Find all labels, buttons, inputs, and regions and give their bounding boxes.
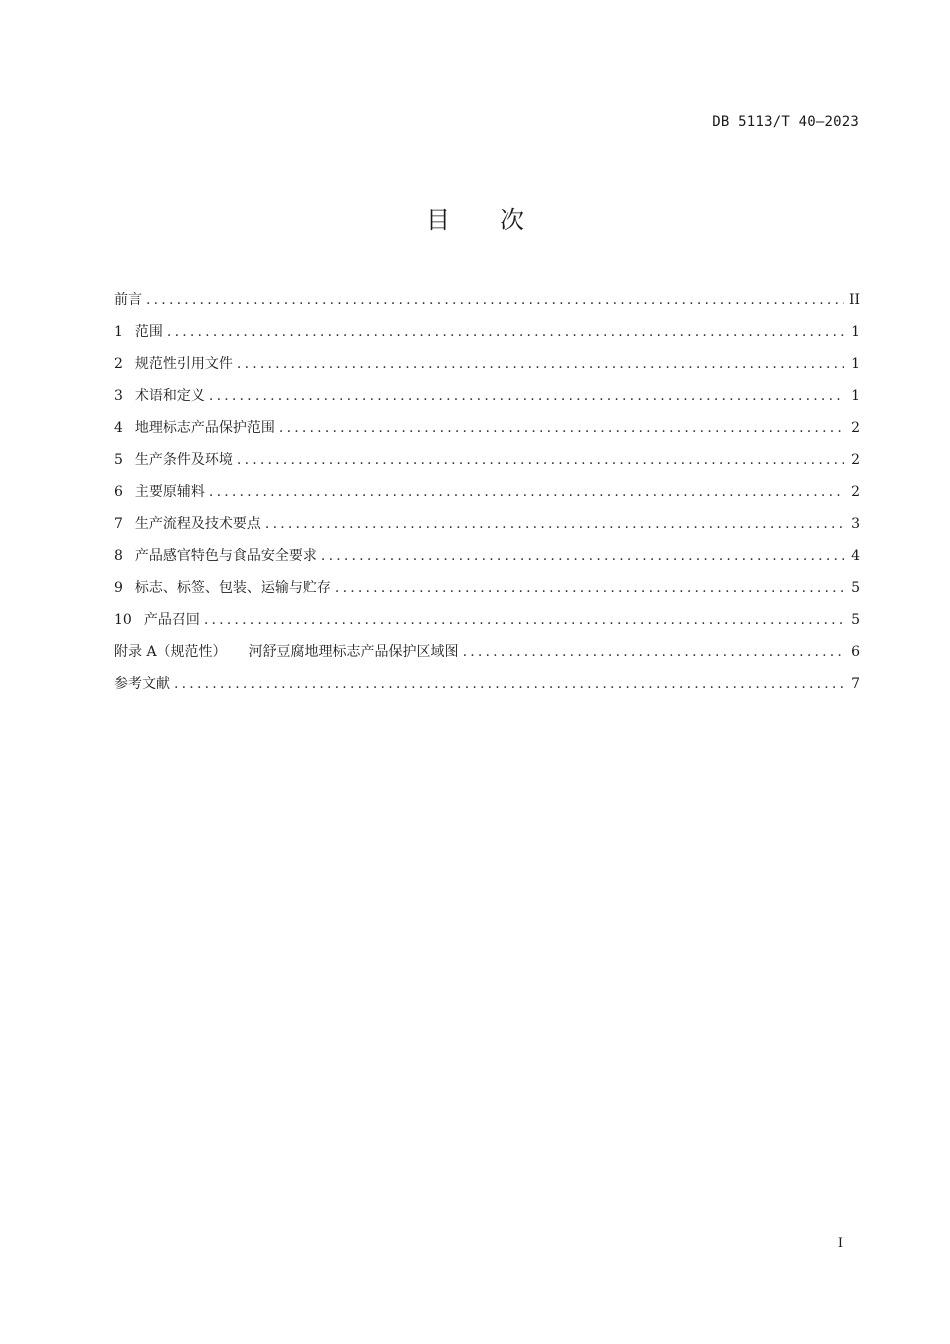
toc-leader-dots — [463, 636, 844, 668]
toc-page-number: 1 — [851, 356, 860, 372]
toc-entry-7[interactable] — [114, 508, 860, 540]
toc-entry-5[interactable] — [114, 444, 860, 476]
table-of-contents — [114, 284, 860, 700]
toc-page-number: 1 — [851, 324, 860, 340]
toc-entry-foreword[interactable] — [114, 284, 860, 316]
toc-entry-number: 6 — [114, 484, 123, 500]
document-code: DB 5113/T 40—2023 — [712, 114, 859, 130]
toc-entry-8[interactable] — [114, 540, 860, 572]
toc-leader-dots — [335, 572, 844, 604]
toc-entry-references[interactable] — [114, 668, 860, 700]
toc-leader-dots — [146, 284, 844, 316]
toc-entry-label: 前言 — [114, 292, 142, 308]
toc-entry-label: 产品召回 — [143, 612, 200, 628]
toc-entry-number: 3 — [114, 388, 123, 404]
toc-entry-number: 2 — [114, 356, 123, 372]
toc-leader-dots — [279, 412, 844, 444]
toc-page-number: 7 — [851, 676, 860, 692]
toc-entry-label: 主要原辅料 — [134, 484, 205, 500]
toc-page-number: 5 — [851, 580, 860, 596]
toc-entry-number: 1 — [114, 324, 123, 340]
footer-page-number: I — [837, 1236, 843, 1251]
toc-page-number: II — [848, 292, 860, 308]
toc-entry-number: 9 — [114, 580, 123, 596]
toc-entry-4[interactable] — [114, 412, 860, 444]
toc-entry-label: 参考文献 — [114, 676, 170, 692]
toc-leader-dots — [209, 476, 844, 508]
toc-entry-label: 范围 — [134, 324, 163, 340]
toc-entry-number: 8 — [114, 548, 123, 564]
toc-page-number: 5 — [851, 612, 860, 628]
toc-leader-dots — [321, 540, 844, 572]
toc-entry-1[interactable] — [114, 316, 860, 348]
toc-page-number: 1 — [851, 388, 860, 404]
toc-leader-dots — [174, 668, 844, 700]
toc-entry-10[interactable] — [114, 604, 860, 636]
toc-entry-label: 生产条件及环境 — [134, 452, 233, 468]
toc-entry-6[interactable] — [114, 476, 860, 508]
toc-entry-9[interactable] — [114, 572, 860, 604]
toc-entry-label: 标志、标签、包装、运输与贮存 — [134, 580, 331, 596]
toc-page-number: 2 — [851, 484, 860, 500]
toc-page-number: 2 — [851, 452, 860, 468]
toc-entry-label: 产品感官特色与食品安全要求 — [134, 548, 317, 564]
toc-entry-label: 生产流程及技术要点 — [134, 516, 261, 532]
toc-entry-label: 术语和定义 — [134, 388, 205, 404]
toc-entry-number: 4 — [114, 420, 123, 436]
toc-leader-dots — [209, 380, 844, 412]
toc-entry-number: 10 — [114, 612, 132, 628]
page-title: 目次 — [426, 206, 574, 234]
toc-page-number: 4 — [851, 548, 860, 564]
toc-leader-dots — [167, 316, 844, 348]
toc-entry-subtitle: 河舒豆腐地理标志产品保护区域图 — [248, 644, 459, 660]
toc-entry-number: 5 — [114, 452, 123, 468]
toc-leader-dots — [204, 604, 844, 636]
toc-entry-3[interactable] — [114, 380, 860, 412]
toc-leader-dots — [265, 508, 844, 540]
toc-entry-appendix-a[interactable] — [114, 636, 860, 668]
toc-page-number: 6 — [851, 644, 860, 660]
toc-leader-dots — [237, 348, 844, 380]
toc-leader-dots — [237, 444, 844, 476]
toc-entry-number: 7 — [114, 516, 123, 532]
toc-page-number: 3 — [851, 516, 860, 532]
toc-page-number: 2 — [851, 420, 860, 436]
toc-entry-label: 地理标志产品保护范围 — [134, 420, 275, 436]
toc-entry-label: 规范性引用文件 — [134, 356, 233, 372]
toc-entry-label: 附录 A（规范性） — [114, 644, 227, 660]
toc-entry-2[interactable] — [114, 348, 860, 380]
